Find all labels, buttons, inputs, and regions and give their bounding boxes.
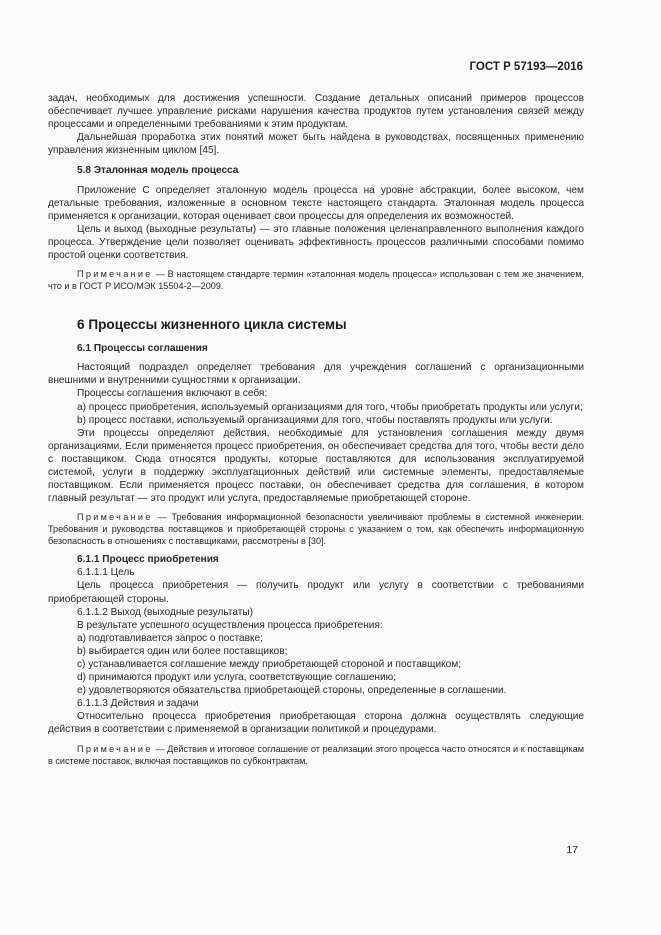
note-text: — Требования информационной безопасности увеличивают проблемы в системной инженерии. Требования и руководства поставщиков и приобретающей стороны с указанием о том, как обеспечить информационную безопасность в отношениях с поставщиками, рассмотрены в [30]. bbox=[48, 512, 584, 547]
section-heading-5-8: 5.8 Эталонная модель процесса bbox=[77, 165, 239, 177]
paragraph: Приложение С определяет эталонную модель процесса на уровне абстракции, более высоком, чем детальные требования, изложенные в основном тексте настоящего стандарта. Эталонная модель процесса применяется к организации, которая оценивает свои процессы для определения их возможностей. bbox=[48, 184, 584, 222]
paragraph: Процессы соглашения включают в себя: bbox=[77, 388, 268, 400]
list-item: c) устанавливается соглашение между приобретающей стороной и поставщиком; bbox=[77, 659, 461, 670]
paragraph: Эти процессы определяют действия, необходимые для установления соглашения между двумя организациями. Если применяется процесс приобретения, он обеспечивает средства для того, чтобы вести дело с поставщиком. Сюда относятся продукты, которые поставляются для использования эксплуатируемой системой, услуги в поддержку эксплуатационных действий или системные элементы, предоставляемые поставщиком. Если применяется процесс поставки, он обеспечивает средства для соглашения, в котором главный результат — это продукт или услуга, предоставляемые приобретающей стороне. bbox=[48, 427, 584, 505]
list-item: a) подготавливается запрос о поставке; bbox=[77, 632, 263, 644]
list-item: d) принимаются продукт или услуга, соответствующие соглашению; bbox=[77, 672, 397, 684]
paragraph: Настоящий подраздел определяет требования для учреждения соглашений с организационными внешними и внутренними сущностями к организации. bbox=[48, 362, 584, 387]
subsection-heading: 6.1.1.1 Цель bbox=[77, 567, 135, 579]
paragraph: Дальнейшая проработка этих понятий может быть найдена в руководствах, посвященных применению управления жизненным циклом [45]. bbox=[48, 132, 584, 157]
note-label: Примечание bbox=[77, 269, 153, 280]
paragraph: задач, необходимых для достижения успешности. Создание детальных описаний примеров процессов обеспечивает лучшее управление рисками нарушения качества продуктов путем установления связей между процессами и определенными требованиями к этим продуктам. bbox=[48, 93, 584, 131]
subsection-heading: 6.1.1.2 Выход (выходные результаты) bbox=[77, 606, 253, 618]
note-label: Примечание bbox=[77, 512, 153, 523]
page-number: 17 bbox=[566, 844, 578, 856]
note-label: Примечание bbox=[77, 743, 153, 754]
note bbox=[48, 268, 584, 292]
paragraph: Относительно процесса приобретения приобретающая сторона должна осуществлять следующие действия в соответствии с применяемой в организации политикой и процедурами. bbox=[48, 711, 584, 736]
paragraph: Цель и выход (выходные результаты) — это главные положения целенаправленного выполнения каждого процесса. Утверждение цели позволяет оценивать эффективность процессов различными способами помимо простой оценки соответствия. bbox=[48, 223, 584, 262]
list-item: b) выбирается один или более поставщиков; bbox=[77, 645, 288, 657]
note-text: — Действия и итоговое соглашение от реализации этого процесса часто относятся и к поставщикам в системе поставок, включая поставщиков по субконтрактам. bbox=[48, 743, 584, 766]
list-item: b) процесс поставки, используемый организациями для того, чтобы поставлять продукты или услуги. bbox=[77, 414, 553, 426]
page-body bbox=[48, 92, 584, 773]
paragraph: Цель процесса приобретения — получить продукт или услугу в соответствии с требованиями приобретающей стороны. bbox=[48, 580, 584, 605]
subsection-heading: 6.1.1.3 Действия и задачи bbox=[77, 698, 199, 710]
note-text: — В настоящем стандарте термин «эталонная модель процесса» использован с тем же значением, что и в ГОСТ Р ИСО/МЭК 15504-2—2009. bbox=[48, 269, 584, 292]
section-heading-6-1-1: 6.1.1 Процесс приобретения bbox=[77, 554, 219, 566]
note bbox=[48, 511, 584, 547]
list-item: a) процесс приобретения, используемый организациями для того, чтобы приобретать продукты или услуги; bbox=[77, 401, 583, 413]
section-heading-6-1: 6.1 Процессы соглашения bbox=[77, 343, 208, 355]
note bbox=[48, 743, 584, 767]
section-heading-6: 6 Процессы жизненного цикла системы bbox=[77, 317, 347, 333]
paragraph: В результате успешного осуществления процесса приобретения: bbox=[77, 619, 383, 631]
list-item: e) удовлетворяются обязательства приобретающей стороны, определенные в соглашении. bbox=[77, 685, 507, 697]
document-code: ГОСТ Р 57193—2016 bbox=[469, 61, 583, 73]
